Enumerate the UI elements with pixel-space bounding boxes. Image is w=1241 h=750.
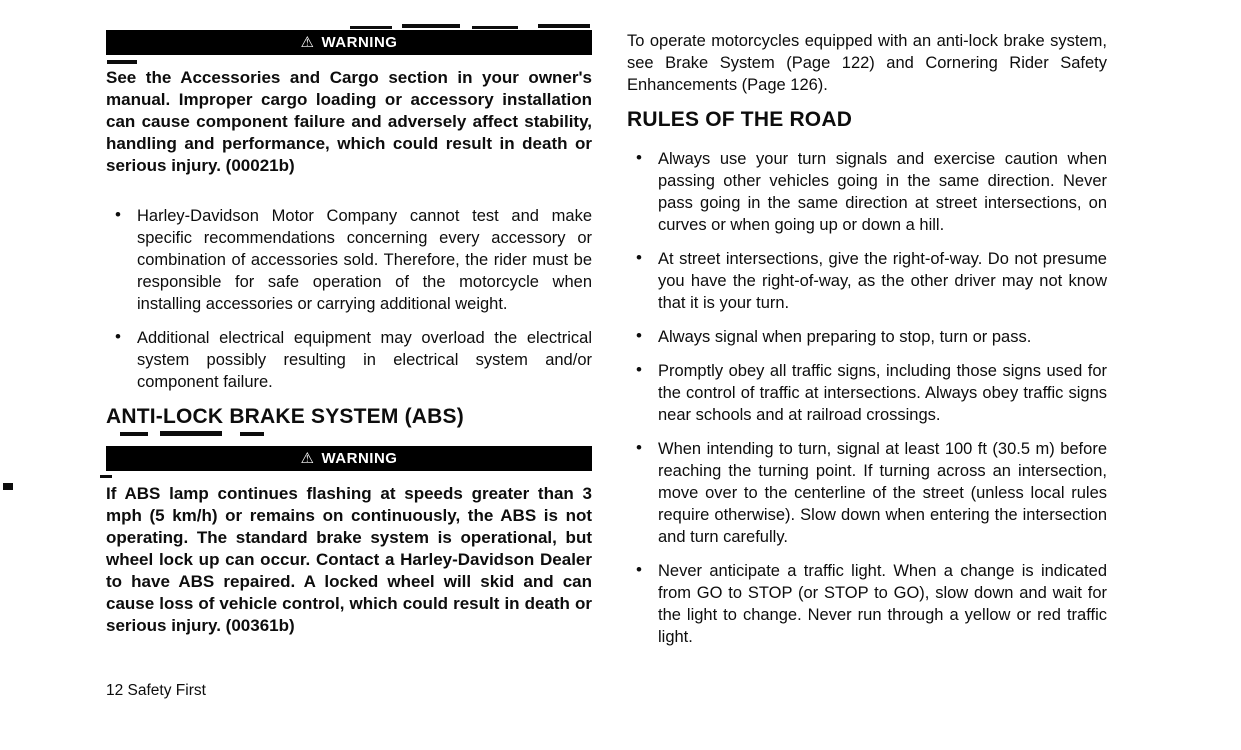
section-heading-abs: ANTI-LOCK BRAKE SYSTEM (ABS) [106,405,464,428]
scan-artifact [107,60,137,64]
scan-artifact [240,432,264,436]
warning-triangle-icon: ⚠ [300,450,315,467]
section-heading-rules: RULES OF THE ROAD [627,108,853,131]
accessory-bullet-list [106,205,592,393]
warning-banner-label: WARNING [321,450,398,467]
list-item: • Never anticipate a traffic light. When a change is indicated from GO to STOP (or STOP to GO), slow down and wait for the light to change. Never run through a yellow or red traffic light. [627,560,1107,648]
list-item: • Harley-Davidson Motor Company cannot test and make specific recommendations concerning every accessory or combination of accessories sold. Therefore, the rider must be responsible for safe operation of the motorcycle when installing accessories or carrying additional weight. [106,205,592,315]
warning-triangle-icon: ⚠ [300,34,315,51]
warning-banner-accessories [106,30,592,55]
scan-artifact [120,432,148,436]
warning-banner-label: WARNING [321,34,398,51]
list-item: • Promptly obey all traffic signs, including those signs used for the control of traffic at intersections. Always obey traffic signs near schools and at railroad crossings. [627,360,1107,426]
warning-text-abs: If ABS lamp continues flashing at speeds greater than 3 mph (5 km/h) or remains on continuously, the ABS is not operating. The standard brake system is operational, but wheel lock up can occur. Contact a Harley-Davidson Dealer to have ABS repaired. A locked wheel will skid and can cause loss of vehicle control, which could result in death or serious injury. (00361b) [106,484,592,635]
scan-artifact [100,475,112,478]
rules-bullet-list [627,148,1107,648]
scan-artifact [3,483,13,490]
scan-artifact [472,26,518,29]
list-item: • Always use your turn signals and exercise caution when passing other vehicles going in the same direction. Never pass going in the same direction at street intersections, on curves or when going up or down a hill. [627,148,1107,236]
page-footer: 12 Safety First [106,682,206,699]
intro-paragraph: To operate motorcycles equipped with an anti-lock brake system, see Brake System (Page 122) and Cornering Rider Safety Enhancements (Page 126). [627,32,1107,94]
right-column [627,30,1107,660]
list-item: • Always signal when preparing to stop, turn or pass. [627,326,1107,348]
scan-artifact [350,26,392,29]
scan-artifact [160,431,222,436]
scan-artifact [402,24,460,28]
list-item: • Additional electrical equipment may overload the electrical system possibly resulting in electrical system and/or component failure. [106,327,592,393]
warning-text-accessories: See the Accessories and Cargo section in your owner's manual. Improper cargo loading or accessory installation can cause component failure and adversely affect stability, handling and performance, which could result in death or serious injury. (00021b) [106,68,592,175]
left-column [106,30,592,660]
list-item: • At street intersections, give the right-of-way. Do not presume you have the right-of-way, as the other driver may not know that it is your turn. [627,248,1107,314]
list-item: • When intending to turn, signal at least 100 ft (30.5 m) before reaching the turning point. If turning across an intersection, move over to the centerline of the street (unless local rules require otherwise). Slow down when entering the intersection and turn carefully. [627,438,1107,548]
page-columns [106,30,1241,660]
warning-banner-abs [106,446,592,471]
scan-artifact [538,24,590,28]
